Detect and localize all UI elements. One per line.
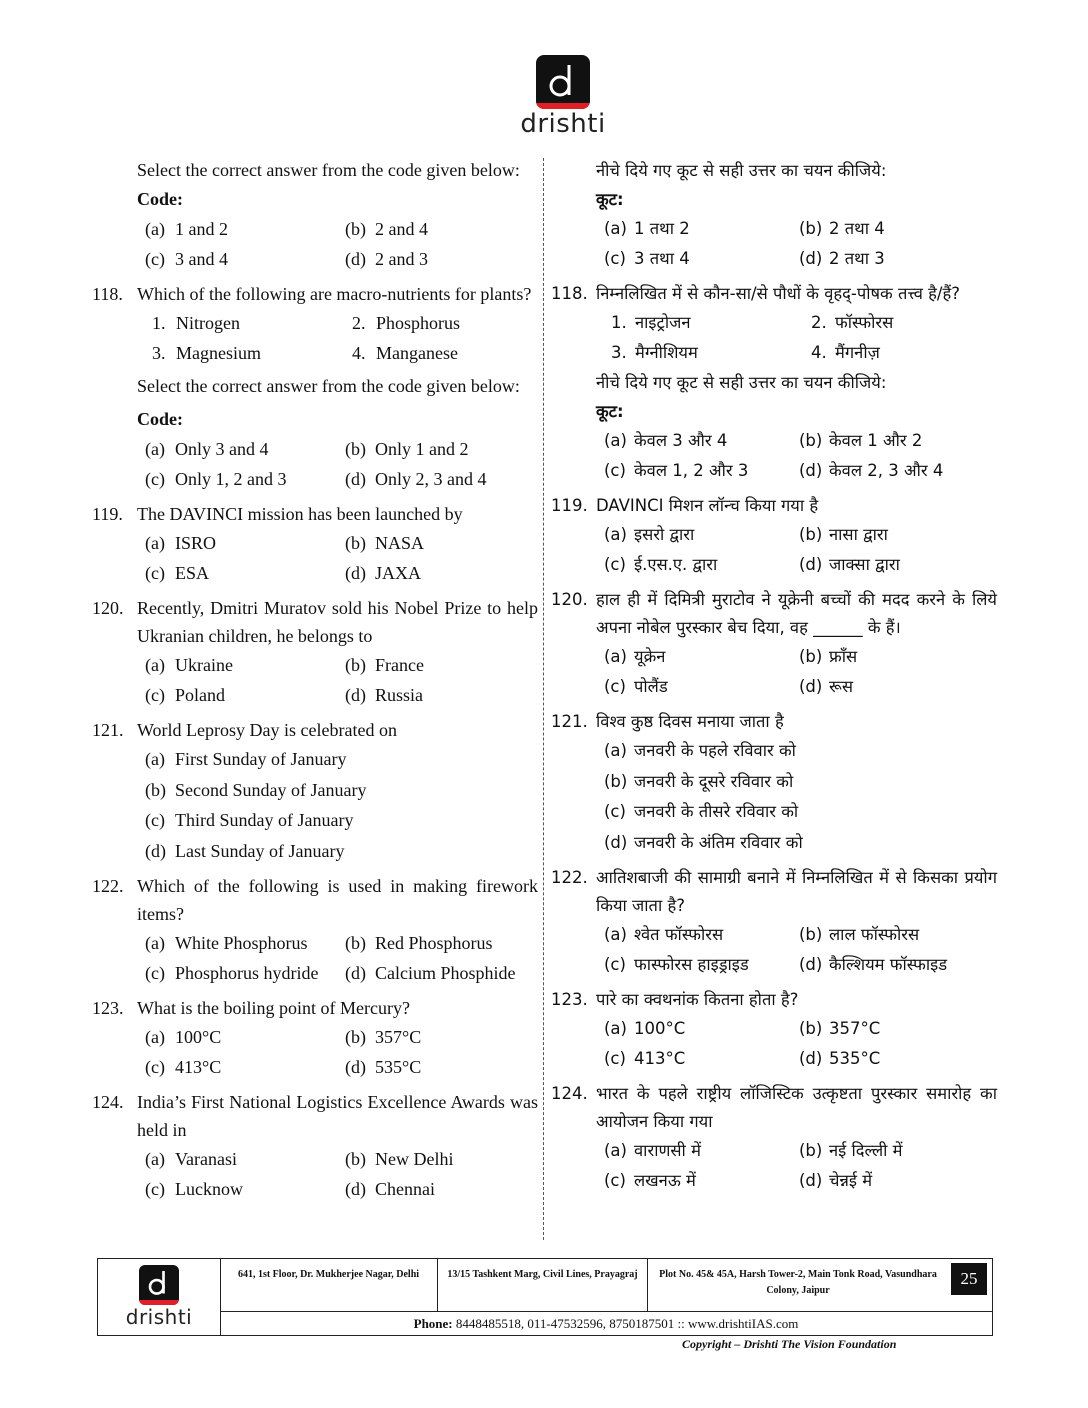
question-119: 119. The DAVINCI mission has been launched by — [92, 504, 463, 524]
option: (d) 2 and 3 — [345, 249, 428, 269]
statement-list — [611, 308, 997, 368]
option: (b) Only 1 and 2 — [345, 439, 469, 459]
option: (c) Phosphorus hydride — [145, 963, 319, 983]
option: (b) नासा द्वारा — [799, 525, 888, 544]
footer-wordmark: drishti — [125, 1305, 193, 1329]
question-120-options — [604, 642, 997, 702]
option: (c) 3 and 4 — [145, 249, 228, 269]
question-124: 124. भारत के पहले राष्ट्रीय लॉजिस्टिक उत्कृष्टता पुरस्कार समारोह का आयोजन किया गया — [551, 1084, 997, 1131]
option: (d) Chennai — [345, 1179, 435, 1199]
question-122-options — [145, 928, 538, 988]
option: (a) White Phosphorus — [145, 933, 308, 953]
option: (d) 535°C — [345, 1057, 422, 1077]
option: (d) केवल 2, 3 और 4 — [799, 461, 944, 480]
question-118-options — [604, 426, 997, 486]
statement: 1. नाइट्रोजन — [611, 313, 691, 332]
address-jaipur: Plot No. 45& 45A, Harsh Tower-2, Main Tonk Road, Vasundhara Colony, Jaipur — [659, 1269, 937, 1296]
option: (a) Ukraine — [145, 655, 233, 675]
option: (a) ISRO — [145, 533, 217, 553]
option: (c) ESA — [145, 563, 210, 583]
option: (c) ई.एस.ए. द्वारा — [604, 555, 718, 574]
statement-list — [152, 308, 538, 368]
question-118: 118. Which of the following are macro-nutrients for plants? — [92, 284, 532, 304]
option: (a) 100°C — [145, 1027, 222, 1047]
select-instruction: Select the correct answer from the code given below: — [137, 376, 520, 396]
option: (d) जाक्सा द्वारा — [799, 555, 900, 574]
option: (c) Only 1, 2 and 3 — [145, 469, 287, 489]
phone-label: Phone: — [413, 1316, 453, 1331]
option: (c) पोलैंड — [604, 677, 668, 696]
option: (a) जनवरी के पहले रविवार को — [604, 741, 796, 760]
question-123-options — [145, 1022, 538, 1082]
option: (c) जनवरी के तीसरे रविवार को — [604, 802, 799, 821]
statement: 1. Nitrogen — [152, 313, 240, 333]
option: (c) 413°C — [604, 1049, 686, 1068]
option: (d) जनवरी के अंतिम रविवार को — [604, 832, 803, 852]
question-120-options — [145, 650, 538, 710]
english-column — [92, 156, 538, 1204]
question-119-options — [604, 520, 997, 580]
intro-instruction: नीचे दिये गए कूट से सही उत्तर का चयन कीजिये: — [596, 161, 887, 180]
code-label: कूट: — [596, 402, 624, 421]
intro-options — [145, 214, 538, 274]
option: (a) 1 तथा 2 — [604, 219, 690, 238]
option: (c) Third Sunday of January — [145, 810, 354, 830]
option: (b) जनवरी के दूसरे रविवार को — [604, 771, 794, 791]
header-logo — [517, 55, 609, 139]
hindi-column — [551, 156, 997, 1196]
option: (a) वाराणसी में — [604, 1141, 701, 1160]
option: (b) 2 तथा 4 — [799, 219, 885, 238]
logo-wordmark: drishti — [520, 109, 606, 139]
code-label: Code: — [137, 409, 183, 429]
page-number: 25 — [951, 1263, 987, 1295]
question-124-options — [604, 1136, 997, 1196]
option: (c) Lucknow — [145, 1179, 243, 1199]
option: (c) लखनऊ में — [604, 1171, 696, 1190]
option: (b) France — [345, 655, 424, 675]
option: (d) Calcium Phosphide — [345, 963, 516, 983]
intro-instruction: Select the correct answer from the code given below: — [137, 160, 520, 180]
statement: 4. Manganese — [352, 343, 458, 363]
statement: 4. मैंगनीज़ — [811, 343, 880, 362]
code-label: कूट: — [596, 190, 624, 209]
statement: 2. Phosphorus — [352, 313, 461, 333]
statement: 3. मैग्नीशियम — [611, 343, 698, 362]
option: (b) NASA — [345, 533, 425, 553]
question-121: 121. विश्व कुष्ठ दिवस मनाया जाता है — [551, 712, 784, 731]
option: (a) केवल 3 और 4 — [604, 431, 728, 450]
question-118: 118. निम्नलिखित में से कौन-सा/से पौधों के वृहद्-पोषक तत्त्व है/हैं? — [551, 284, 960, 303]
option: (d) कैल्शियम फॉस्फाइड — [799, 955, 948, 974]
option: (d) JAXA — [345, 563, 422, 583]
option: (d) 2 तथा 3 — [799, 249, 885, 268]
code-label: Code: — [137, 189, 183, 209]
option: (d) 535°C — [799, 1049, 881, 1068]
option: (a) इसरो द्वारा — [604, 525, 695, 544]
question-124: 124. India’s First National Logistics Excellence Awards was held in — [92, 1092, 538, 1140]
option: (a) 100°C — [604, 1019, 686, 1038]
question-122: 122. Which of the following is used in making firework items? — [92, 876, 538, 924]
intro-options — [604, 214, 997, 274]
address-delhi: 641, 1st Floor, Dr. Mukherjee Nagar, Delhi — [220, 1259, 438, 1311]
footer-logo — [98, 1259, 221, 1335]
question-120: 120. हाल ही में दिमित्री मुराटोव ने यूक्रेनी बच्चों की मदद करने के लिये अपना नोबेल पुरस्कार बेच दिया, वह ______ के हैं। — [551, 590, 997, 637]
option: (a) Varanasi — [145, 1149, 237, 1169]
option: (b) लाल फॉस्फोरस — [799, 925, 920, 944]
option: (b) Red Phosphorus — [345, 933, 493, 953]
option: (b) New Delhi — [345, 1149, 454, 1169]
question-122-options — [604, 920, 997, 980]
option: (b) 357°C — [345, 1027, 422, 1047]
contact-line — [220, 1311, 992, 1336]
question-121-options — [145, 744, 538, 866]
question-121-options — [604, 736, 997, 858]
option: (c) 3 तथा 4 — [604, 249, 690, 268]
question-123: 123. पारे का क्वथनांक कितना होता है? — [551, 990, 799, 1009]
option: (b) नई दिल्ली में — [799, 1141, 903, 1160]
option: (c) 413°C — [145, 1057, 222, 1077]
address-prayagraj: 13/15 Tashkent Marg, Civil Lines, Prayagraj — [438, 1259, 648, 1311]
option: (a) 1 and 2 — [145, 219, 228, 239]
option: (b) Second Sunday of January — [145, 779, 367, 800]
question-123-options — [604, 1014, 997, 1074]
question-124-options — [145, 1144, 538, 1204]
option: (a) Only 3 and 4 — [145, 439, 269, 459]
option: (d) रूस — [799, 677, 853, 696]
option: (c) केवल 1, 2 और 3 — [604, 461, 749, 480]
question-119: 119. DAVINCI मिशन लॉन्च किया गया है — [551, 496, 819, 515]
question-122: 122. आतिशबाजी की सामाग्री बनाने में निम्नलिखित में से किसका प्रयोग किया जाता है? — [551, 868, 997, 915]
option: (d) चेन्नई में — [799, 1171, 873, 1190]
option: (a) यूक्रेन — [604, 647, 666, 666]
option: (b) 2 and 4 — [345, 219, 428, 239]
question-118-options — [145, 434, 538, 494]
question-120: 120. Recently, Dmitri Muratov sold his Nobel Prize to help Ukranian children, he belongs to — [92, 598, 538, 646]
option: (c) फास्फोरस हाइड्राइड — [604, 955, 749, 974]
question-123: 123. What is the boiling point of Mercury? — [92, 998, 410, 1018]
statement: 2. फॉस्फोरस — [811, 313, 894, 332]
option: (b) फ्राँस — [799, 647, 858, 666]
question-119-options — [145, 528, 538, 588]
option: (a) श्वेत फॉस्फोरस — [604, 925, 724, 944]
option: (d) Russia — [345, 685, 424, 705]
page-footer — [97, 1258, 993, 1336]
option: (a) First Sunday of January — [145, 749, 347, 769]
select-instruction: नीचे दिये गए कूट से सही उत्तर का चयन कीजिये: — [596, 373, 887, 392]
drishti-logo-icon — [536, 55, 590, 109]
question-121: 121. World Leprosy Day is celebrated on — [92, 720, 397, 740]
statement: 3. Magnesium — [152, 343, 261, 363]
option: (c) Poland — [145, 685, 226, 705]
drishti-logo-icon — [139, 1265, 179, 1305]
option: (b) केवल 1 और 2 — [799, 431, 923, 450]
option: (d) Last Sunday of January — [145, 840, 345, 861]
phone-text: 8448485518, 011-47532596, 8750187501 :: www.drishtiIAS.com — [455, 1316, 799, 1331]
option: (d) Only 2, 3 and 4 — [345, 469, 487, 489]
copyright: Copyright – Drishti The Vision Foundation — [682, 1337, 897, 1351]
option: (b) 357°C — [799, 1019, 881, 1038]
